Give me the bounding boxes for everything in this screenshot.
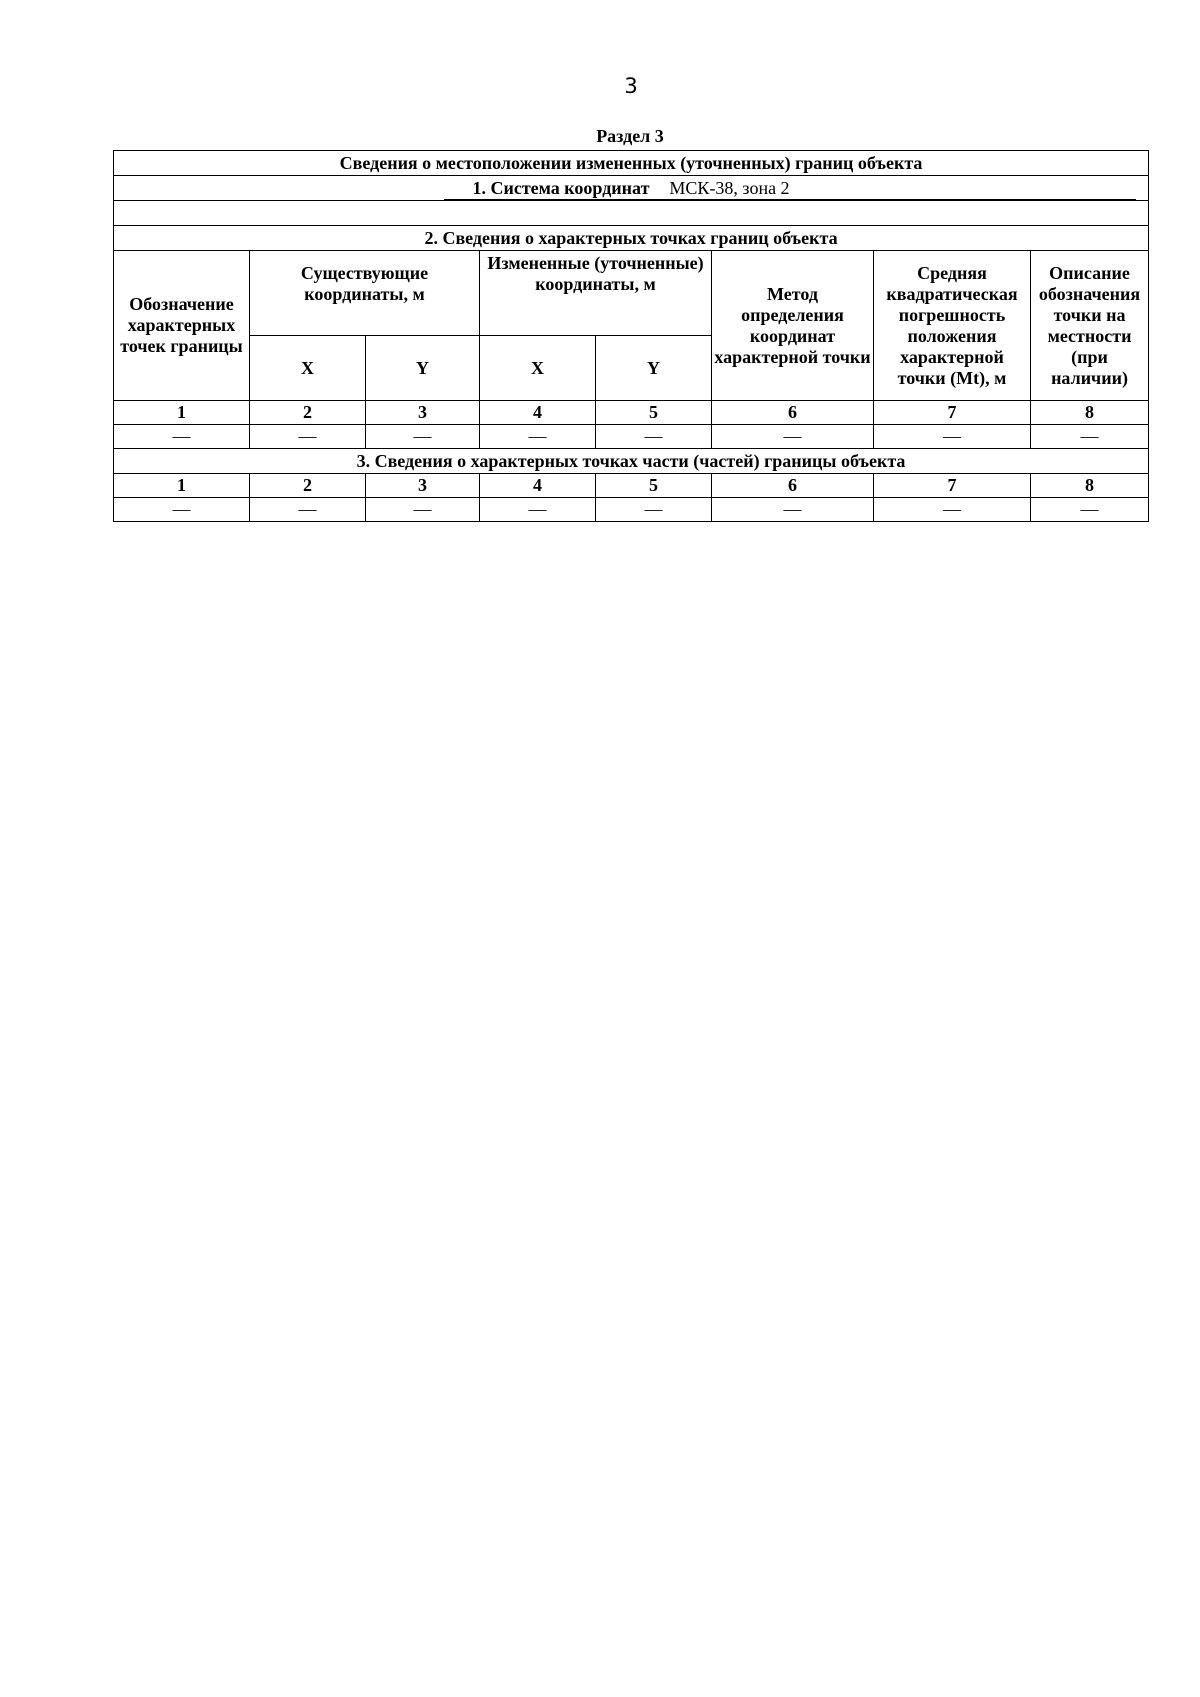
section-title: Раздел 3 bbox=[596, 126, 664, 146]
column-number: 6 bbox=[712, 474, 874, 498]
coordinate-system-value: МСК-38, зона 2 bbox=[669, 177, 790, 198]
blank-cell bbox=[114, 201, 1149, 226]
table-cell: — bbox=[712, 425, 874, 449]
table-cell: — bbox=[114, 498, 250, 522]
header-existing-coordinates: Существующие координаты, м bbox=[250, 251, 480, 336]
table-cell: — bbox=[366, 425, 480, 449]
table-cell: — bbox=[1031, 498, 1149, 522]
header-changed-y: Y bbox=[596, 336, 712, 401]
column-number: 5 bbox=[596, 401, 712, 425]
subsection2-title: 2. Сведения о характерных точках границ объекта bbox=[114, 226, 1149, 251]
subsection2-title-row bbox=[114, 226, 1149, 251]
subsection3-title: 3. Сведения о характерных точках части (частей) границы объекта bbox=[114, 449, 1149, 474]
column-number: 3 bbox=[366, 401, 480, 425]
table-cell: — bbox=[874, 498, 1031, 522]
column-number: 1 bbox=[114, 401, 250, 425]
table-cell: — bbox=[250, 425, 366, 449]
column-number: 2 bbox=[250, 401, 366, 425]
header-changed-coordinates: Измененные (уточненные) координаты, м bbox=[480, 251, 712, 336]
coordinate-system-underline bbox=[444, 199, 1136, 200]
table-cell: — bbox=[1031, 425, 1149, 449]
column-number: 8 bbox=[1031, 401, 1149, 425]
boundary-points-table bbox=[113, 150, 1149, 522]
table-cell: — bbox=[480, 498, 596, 522]
column-number: 4 bbox=[480, 401, 596, 425]
column-number: 6 bbox=[712, 401, 874, 425]
page-number: 3 bbox=[624, 74, 638, 98]
column-number: 4 bbox=[480, 474, 596, 498]
coordinate-system-label: 1. Система координат bbox=[472, 177, 650, 198]
table-title-row bbox=[114, 151, 1149, 176]
column-number: 2 bbox=[250, 474, 366, 498]
header-changed-x: X bbox=[480, 336, 596, 401]
subsection3-column-numbers bbox=[114, 474, 1149, 498]
header-existing-x: X bbox=[250, 336, 366, 401]
header-existing-y: Y bbox=[366, 336, 480, 401]
column-number: 7 bbox=[874, 474, 1031, 498]
header-row-1 bbox=[114, 251, 1149, 336]
column-number: 1 bbox=[114, 474, 250, 498]
table-row bbox=[114, 425, 1149, 449]
table-title: Сведения о местоположении измененных (уточненных) границ объекта bbox=[114, 151, 1149, 176]
table-row bbox=[114, 498, 1149, 522]
table-cell: — bbox=[596, 425, 712, 449]
coordinate-system-row bbox=[114, 176, 1149, 201]
header-description: Описание обозначения точки на местности (при наличии) bbox=[1031, 251, 1149, 401]
table-cell: — bbox=[596, 498, 712, 522]
header-error: Средняя квадратическая погрешность положения характерной точки (Mt), м bbox=[874, 251, 1031, 401]
subsection3-title-row bbox=[114, 449, 1149, 474]
table-cell: — bbox=[712, 498, 874, 522]
table-cell: — bbox=[114, 425, 250, 449]
table-cell: — bbox=[250, 498, 366, 522]
table-cell: — bbox=[874, 425, 1031, 449]
blank-row bbox=[114, 201, 1149, 226]
subsection2-column-numbers bbox=[114, 401, 1149, 425]
header-designation: Обозначение характерных точек границы bbox=[114, 251, 250, 401]
table-cell: — bbox=[366, 498, 480, 522]
coordinate-system-cell bbox=[114, 176, 1149, 201]
column-number: 8 bbox=[1031, 474, 1149, 498]
header-method: Метод определения координат характерной точки bbox=[712, 251, 874, 401]
column-number: 7 bbox=[874, 401, 1031, 425]
table-cell: — bbox=[480, 425, 596, 449]
column-number: 5 bbox=[596, 474, 712, 498]
column-number: 3 bbox=[366, 474, 480, 498]
